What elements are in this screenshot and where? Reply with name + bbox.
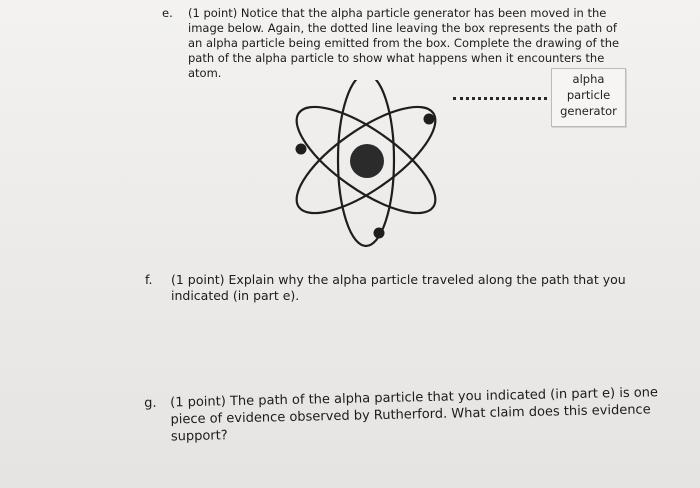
nucleus-icon [350,144,384,178]
question-f-text: (1 point) Explain why the alpha particle traveled along the path that you indicated (in part e). [171,272,626,303]
atom-diagram-icon [275,80,455,260]
generator-label-line3: generator [560,104,617,118]
generator-label-line1: alpha [572,72,605,86]
generator-label-line2: particle [566,88,611,102]
alpha-path-dotted-line [453,97,547,100]
question-g [144,384,684,445]
question-g-letter: g. [144,395,157,411]
alpha-particle-generator-box [551,68,626,127]
question-e-letter: e. [162,6,173,20]
electron-icon [374,228,385,239]
electron-icon [424,114,435,125]
electron-icon [296,144,307,155]
question-e-text: (1 point) Notice that the alpha particle generator has been moved in the image below. Again, the dotted line leaving the box represents the path of an alpha particle being emitted from the box. Complete the drawing of the path of the alpha particle to show what happens when it encounters the atom. [188,6,620,80]
question-g-text: (1 point) The path of the alpha particle that you indicated (in part e) is one piece of evidence observed by Rutherford. What claim does this evidence support? [170,385,659,445]
question-f-letter: f. [145,272,153,287]
